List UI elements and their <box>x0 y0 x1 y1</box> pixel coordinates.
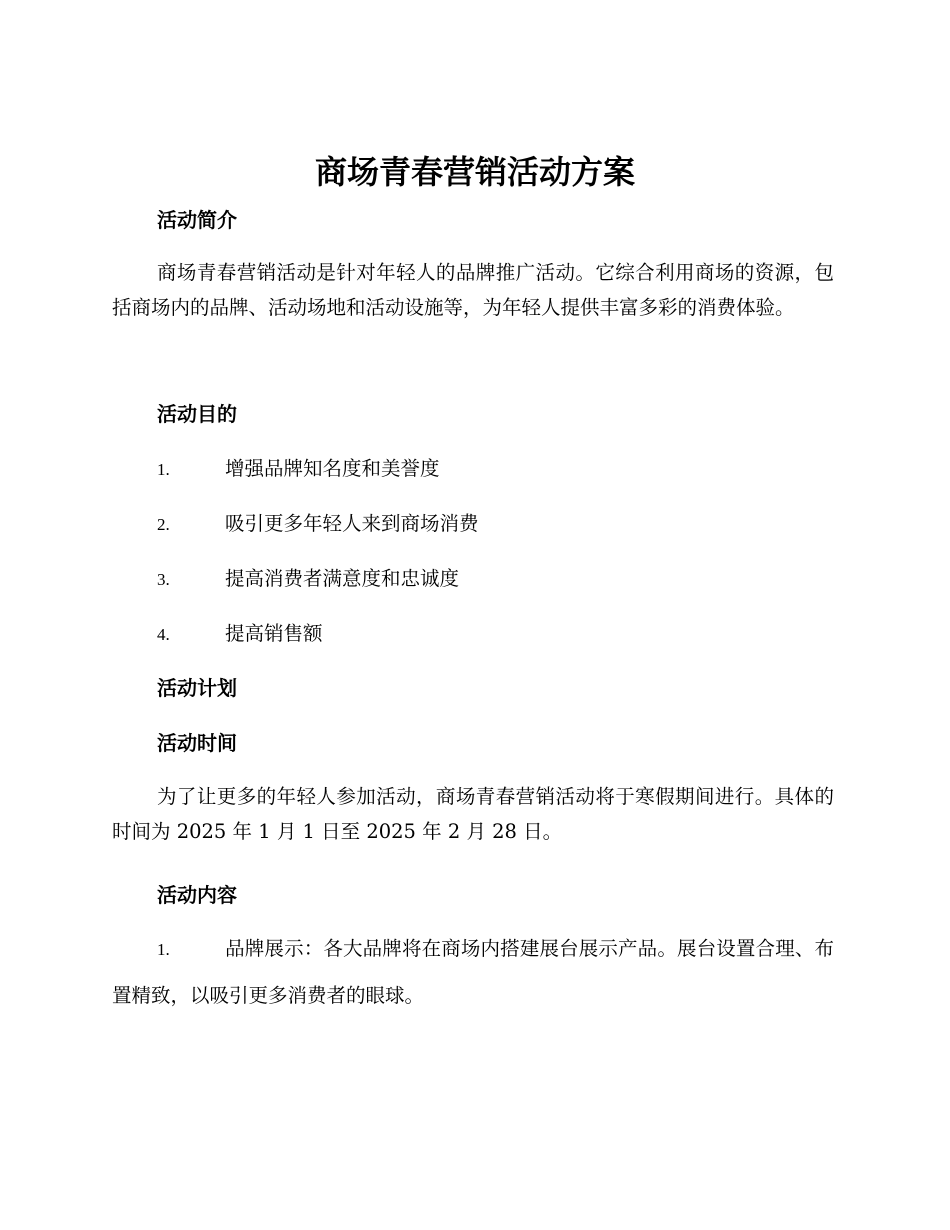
list-text: 增强品牌知名度和美誉度 <box>225 457 440 480</box>
list-text: 品牌展示：各大品牌将在商场内搭建展台展示产品。展台设置合理、布置精致，以吸引更多消费者的眼球。 <box>112 937 834 1007</box>
content-list-item <box>112 926 834 1019</box>
list-number: 4. <box>157 625 170 644</box>
list-number: 1. <box>157 460 170 479</box>
list-text: 提高消费者满意度和忠诚度 <box>225 567 460 590</box>
list-text: 吸引更多年轻人来到商场消费 <box>225 512 479 535</box>
time-paragraph: 为了让更多的年轻人参加活动，商场青春营销活动将于寒假期间进行。具体的时间为 2025 年 1 月 1 日至 2025 年 2 月 28 日。 <box>112 785 834 843</box>
goal-list-item <box>157 565 834 594</box>
list-number: 2. <box>157 515 170 534</box>
goal-list-item <box>157 510 834 539</box>
section-heading-time: 活动时间 <box>157 731 237 755</box>
intro-paragraph: 商场青春营销活动是针对年轻人的品牌推广活动。它综合利用商场的资源，包括商场内的品牌、活动场地和活动设施等，为年轻人提供丰富多彩的消费体验。 <box>112 261 834 319</box>
section-heading-plan: 活动计划 <box>157 676 237 700</box>
document-title: 商场青春营销活动方案 <box>314 153 635 191</box>
list-number: 1. <box>157 940 170 959</box>
goal-list-item <box>157 455 834 484</box>
section-heading-intro: 活动简介 <box>157 208 237 232</box>
list-text: 提高销售额 <box>225 622 323 645</box>
section-heading-goals: 活动目的 <box>157 402 237 426</box>
list-number: 3. <box>157 570 170 589</box>
goal-list-item <box>157 620 834 649</box>
section-heading-content: 活动内容 <box>157 883 237 907</box>
